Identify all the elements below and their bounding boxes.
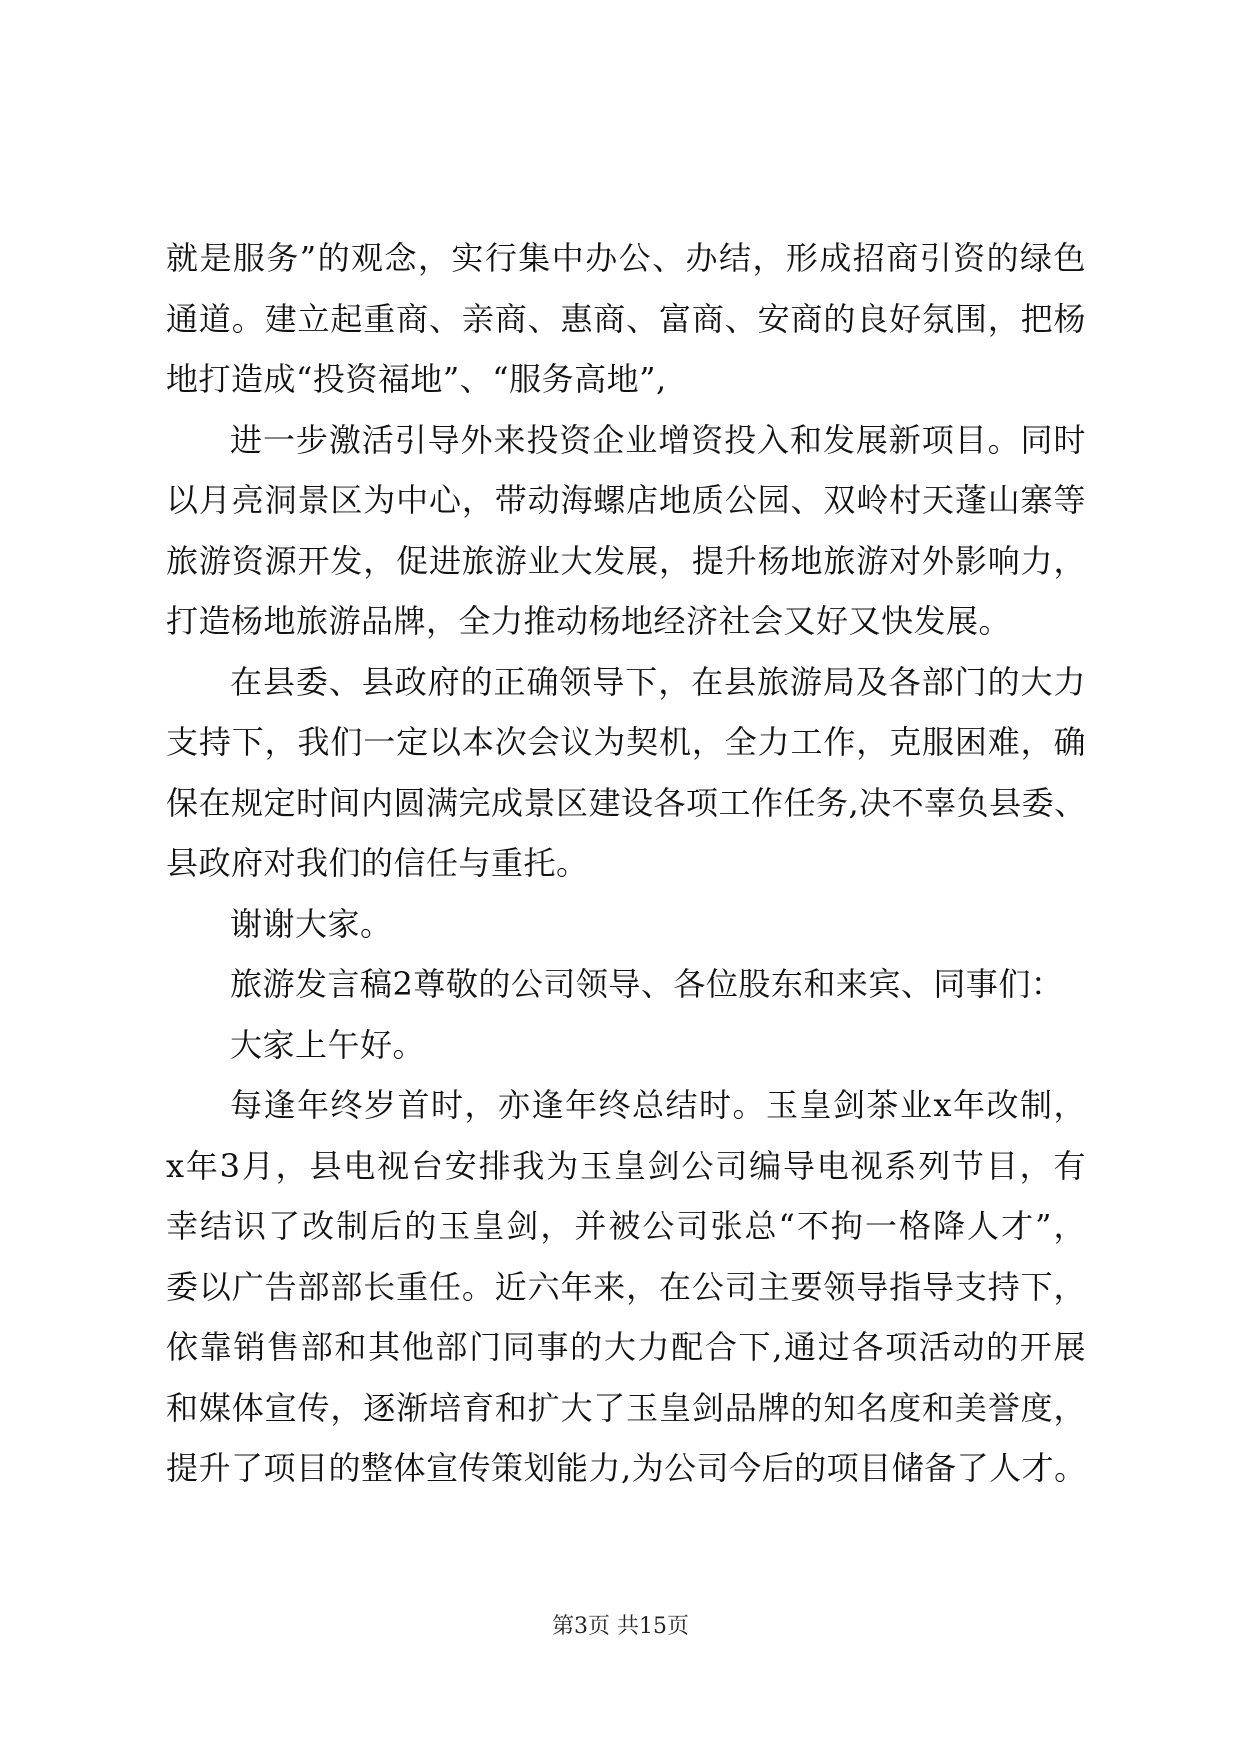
text-line: 通道。建立起重商、亲商、惠商、富商、安商的良好氛围，把杨	[166, 299, 1086, 338]
text-line: 依靠销售部和其他部门同事的大力配合下,通过各项活动的开展	[166, 1328, 1086, 1366]
text-line: 地打造成“投资福地”、“服务高地”,	[166, 360, 667, 398]
text-line: 保在规定时间内圆满完成景区建设各项工作任务,决不辜负县委、	[166, 783, 1087, 822]
text-line: 以月亮洞景区为中心，带动海螺店地质公园、双岭村天蓬山寨等	[166, 481, 1086, 519]
text-line: 旅游发言稿2尊敬的公司领导、各位股东和来宾、同事们：	[230, 965, 1064, 1003]
text-line: 委以广告部部长重任。近六年来，在公司主要领导指导支持下，	[166, 1267, 1086, 1306]
text-line: 每逢年终岁首时，亦逢年终总结时。玉皇剑茶业x年改制，	[230, 1086, 1086, 1124]
text-line: 在县委、县政府的正确领导下，在县旅游局及各部门的大力	[230, 662, 1086, 701]
text-line: 和媒体宣传，逐渐培育和扩大了玉皇剑品牌的知名度和美誉度，	[166, 1388, 1086, 1427]
text-line: 支持下，我们一定以本次会议为契机，全力工作，克服困难，确	[166, 723, 1086, 761]
text-line: 大家上午好。	[230, 1025, 426, 1064]
text-line: 谢谢大家。	[230, 904, 393, 943]
page-footer: 第3页 共15页	[552, 1614, 689, 1639]
text-line: 打造杨地旅游品牌，全力推动杨地经济社会又好又快发展。	[166, 602, 1012, 640]
text-line: 幸结识了改制后的玉皇剑，并被公司张总“不拘一格降人才”，	[166, 1207, 1086, 1245]
text-line: 县政府对我们的信任与重托。	[166, 844, 589, 882]
text-line: 旅游资源开发，促进旅游业大发展，提升杨地旅游对外影响力，	[166, 541, 1086, 580]
text-line: x年3月，县电视台安排我为玉皇剑公司编导电视系列节目，有	[166, 1146, 1086, 1185]
text-line: 进一步激活引导外来投资企业增资投入和发展新项目。同时	[230, 420, 1086, 459]
text-line: 就是服务”的观念，实行集中办公、办结，形成招商引资的绿色	[166, 239, 1086, 277]
document-body	[166, 228, 1086, 1499]
text-line: 提升了项目的整体宣传策划能力,为公司今后的项目储备了人才。	[166, 1449, 1087, 1487]
